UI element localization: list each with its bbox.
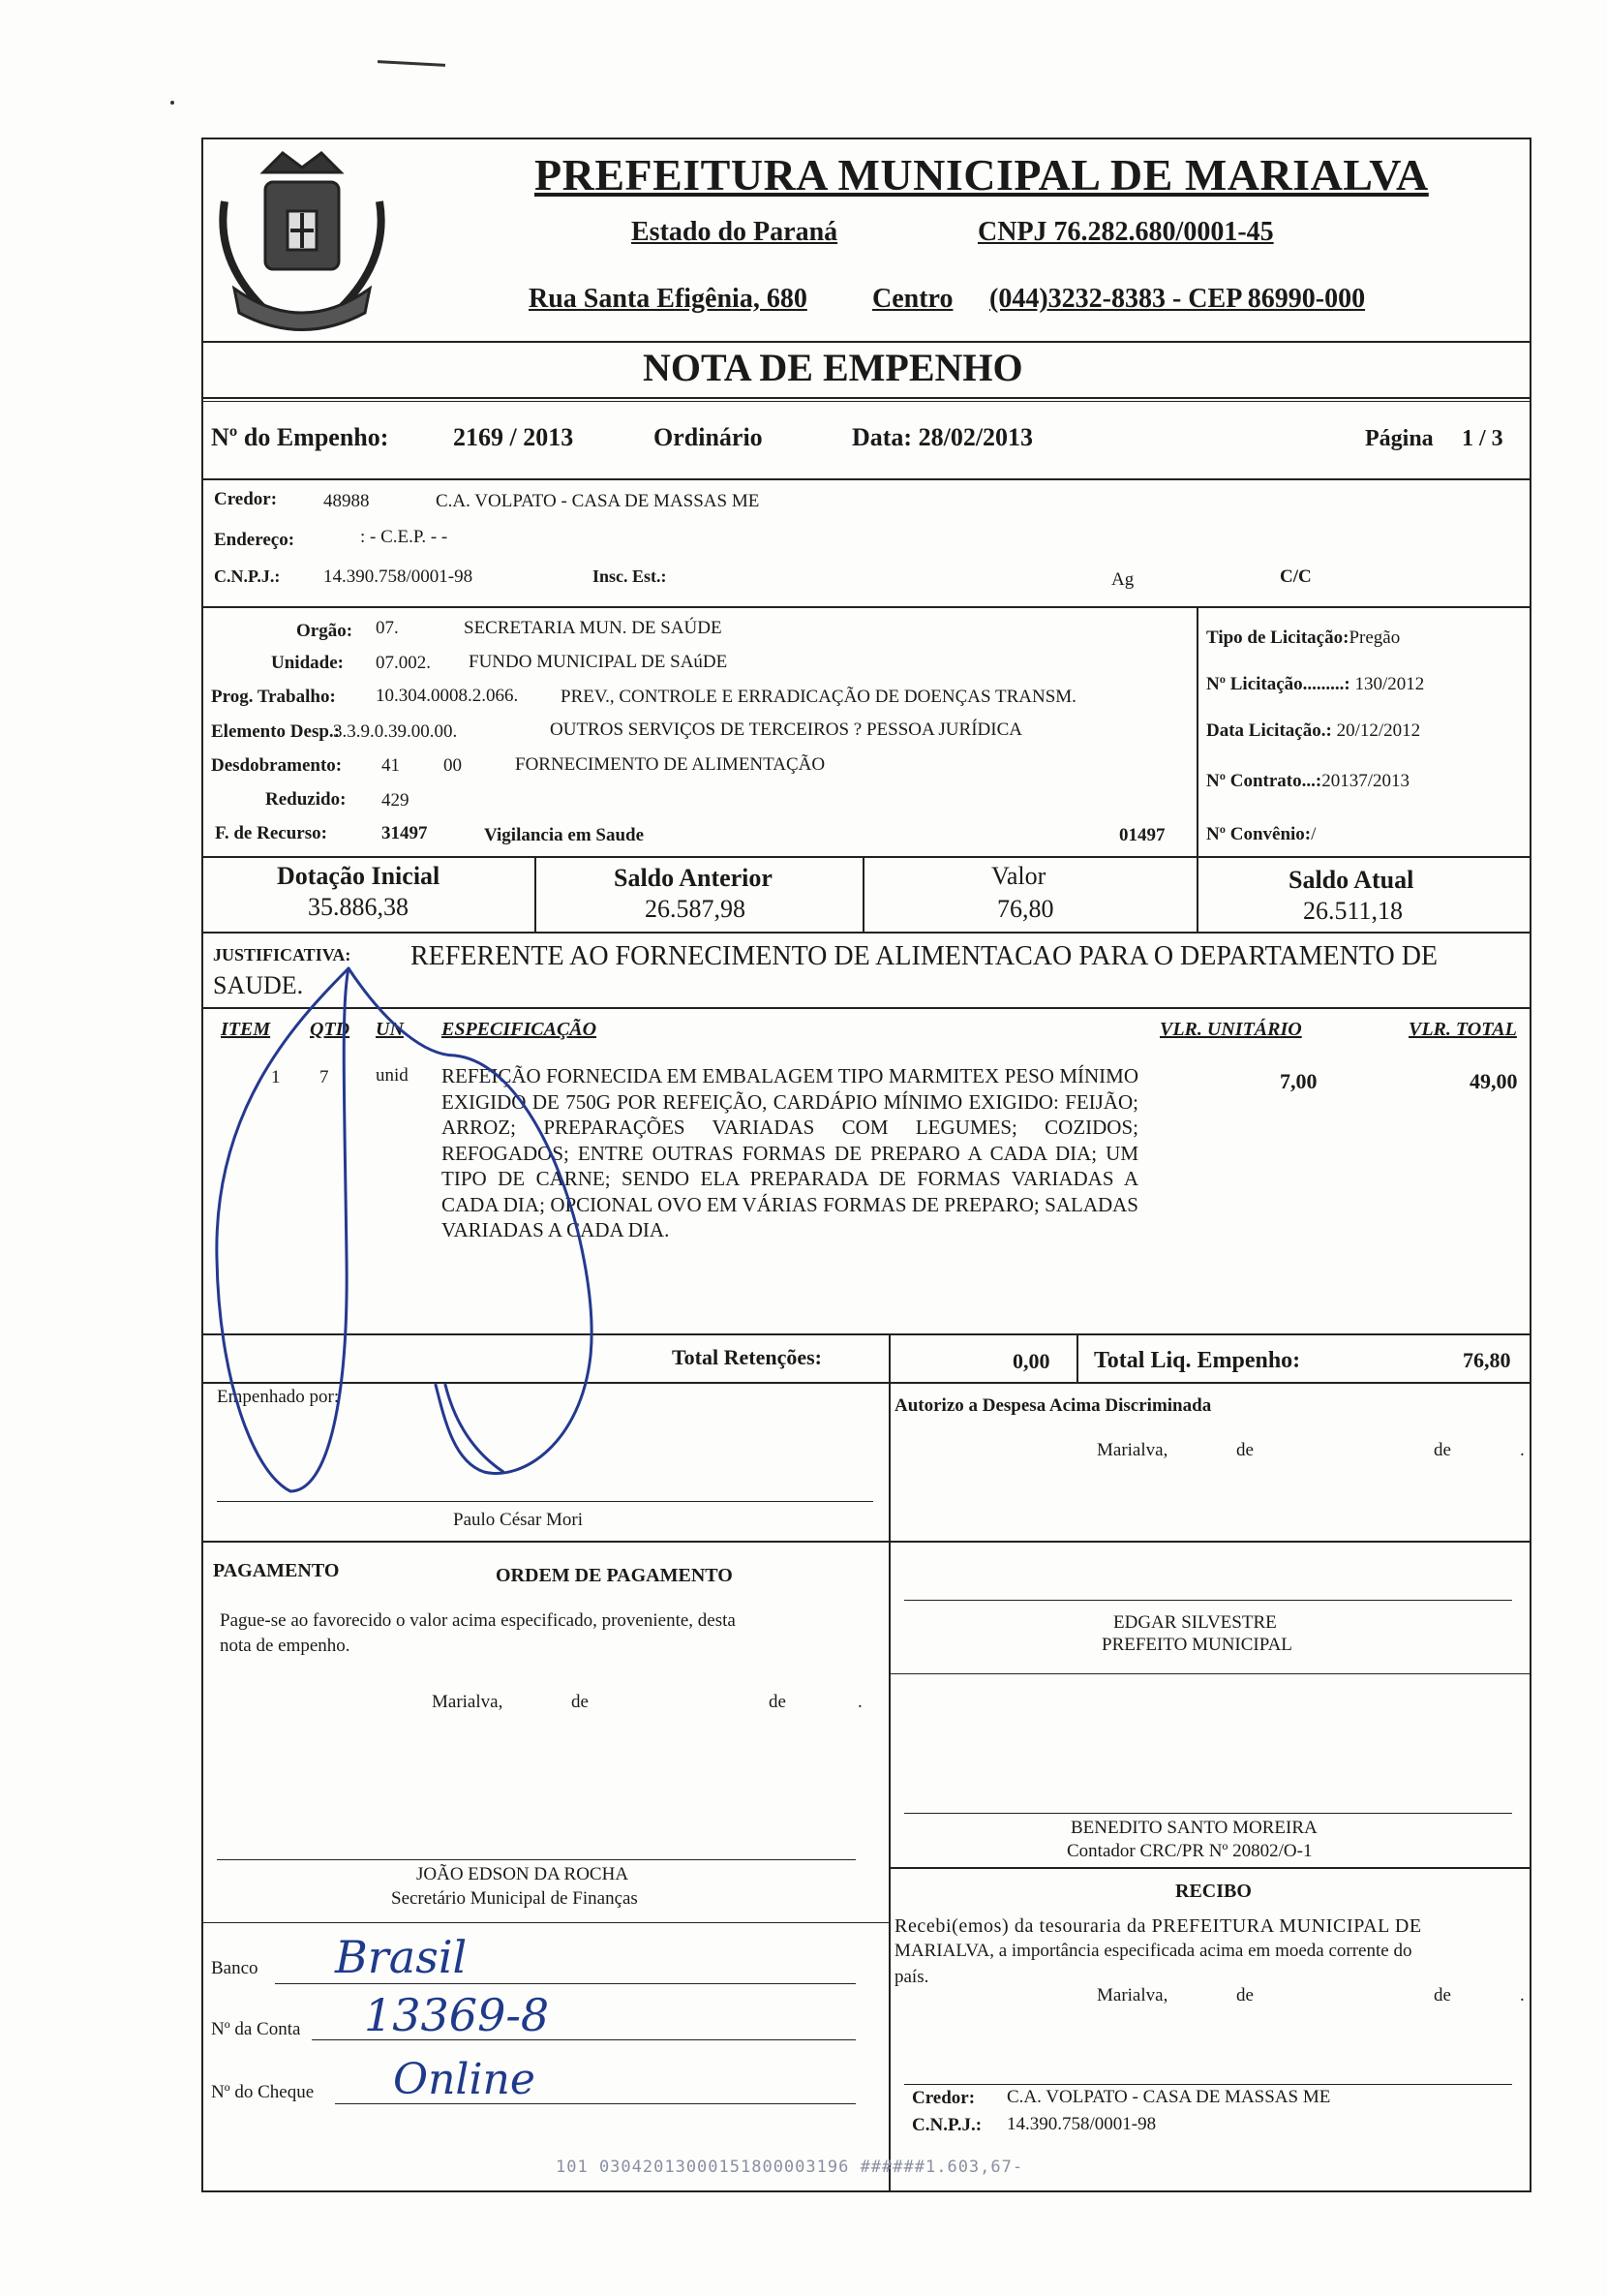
valor-label: Valor xyxy=(991,862,1046,890)
recibo-cnpj-label: C.N.P.J.: xyxy=(912,2115,983,2135)
conta-handwriting: 13369-8 xyxy=(364,1989,550,2041)
reduzido-label: Reduzido: xyxy=(265,789,347,810)
empenhado-label: Empenhado por: xyxy=(217,1387,340,1407)
street: Rua Santa Efigênia, 680 xyxy=(529,284,807,314)
licitacao-data: 20/12/2012 xyxy=(1336,720,1421,741)
pagamento-label: PAGAMENTO xyxy=(213,1560,340,1581)
recurso: Vigilancia em Saude xyxy=(484,825,645,845)
ordem-pagamento: ORDEM DE PAGAMENTO xyxy=(496,1565,733,1586)
autorizo-de-2: de xyxy=(1434,1440,1451,1460)
tipo-licitacao-label: Tipo de Licitação:Pregão xyxy=(1206,628,1401,648)
pagamento-de-1: de xyxy=(571,1692,589,1712)
elem-code: 3.3.9.0.39.00.00. xyxy=(333,721,458,742)
recibo-de-2: de xyxy=(1434,1985,1451,2005)
orgao: SECRETARIA MUN. DE SAÚDE xyxy=(464,618,722,638)
recurso-label: F. de Recurso: xyxy=(215,823,327,843)
item-qtd: 7 xyxy=(319,1067,329,1087)
justificativa-label: JUSTIFICATIVA: xyxy=(213,945,351,964)
secretario-nome: JOÃO EDSON DA ROCHA xyxy=(416,1864,629,1884)
item-unit-value: 7,00 xyxy=(1280,1069,1318,1093)
justificativa-text-2: SAUDE. xyxy=(213,971,304,999)
pagamento-texto-2: nota de empenho. xyxy=(220,1636,350,1656)
recurso-code: 31497 xyxy=(381,823,428,843)
orgao-label: Orgão: xyxy=(296,621,353,641)
endereco-label: Endereço: xyxy=(214,530,295,550)
desd-label: Desdobramento: xyxy=(211,755,343,776)
prefeito-nome: EDGAR SILVESTRE xyxy=(1113,1612,1277,1633)
item-num: 1 xyxy=(271,1067,281,1087)
col-total: VLR. TOTAL xyxy=(1409,1019,1517,1040)
recurso-right: 01497 xyxy=(1119,825,1166,845)
ag-label: Ag xyxy=(1111,569,1135,590)
page-title: PREFEITURA MUNICIPAL DE MARIALVA xyxy=(534,150,1429,199)
contador-cargo: Contador CRC/PR Nº 20802/O-1 xyxy=(1067,1841,1313,1861)
conta-label: Nº da Conta xyxy=(211,2019,301,2039)
liq-value: 76,80 xyxy=(1463,1348,1511,1372)
cc-label: C/C xyxy=(1280,566,1312,587)
empenho-date: Data: 28/02/2013 xyxy=(852,423,1034,451)
pagamento-ponto: . xyxy=(858,1692,863,1712)
licitacao-num-label: Nº Licitação.........: 130/2012 xyxy=(1206,674,1425,694)
retencoes-label: Total Retenções: xyxy=(672,1345,822,1369)
recibo-title: RECIBO xyxy=(1175,1881,1252,1902)
autorizo-de-1: de xyxy=(1236,1440,1254,1460)
pagamento-local: Marialva, xyxy=(432,1692,503,1712)
recibo-local: Marialva, xyxy=(1097,1985,1168,2005)
dotacao-label: Dotação Inicial xyxy=(277,862,440,890)
recibo-credor-label: Credor: xyxy=(912,2088,976,2108)
orgao-code: 07. xyxy=(376,618,399,638)
prog-label: Prog. Trabalho: xyxy=(211,687,336,707)
item-total-value: 49,00 xyxy=(1470,1069,1518,1093)
footer-code: 101 03042013000151800003196 ######1.603,67- xyxy=(556,2158,1024,2177)
banco-label: Banco xyxy=(211,1958,258,1978)
item-un: unid xyxy=(376,1065,409,1086)
tipo-licitacao: Pregão xyxy=(1349,628,1401,648)
doc-title: NOTA DE EMPENHO xyxy=(643,346,1023,389)
contrato-label: Nº Contrato...:20137/2013 xyxy=(1206,771,1410,791)
contrato: 20137/2013 xyxy=(1321,771,1410,791)
autorizo-local: Marialva, xyxy=(1097,1440,1168,1460)
elem: OUTROS SERVIÇOS DE TERCEIROS ? PESSOA JURÍDICA xyxy=(550,719,1022,740)
recibo-ponto: . xyxy=(1520,1985,1525,2005)
recibo-texto-2: MARIALVA, a importância especificada acima em moeda corrente do xyxy=(894,1941,1412,1961)
banco-handwriting: Brasil xyxy=(335,1931,468,1983)
pagamento-de-2: de xyxy=(769,1692,786,1712)
empenho-num-label: Nº do Empenho: xyxy=(211,423,389,451)
autorizo: Autorizo a Despesa Acima Discriminada xyxy=(894,1395,1212,1416)
unidade: FUNDO MUNICIPAL DE SAúDE xyxy=(469,652,728,672)
credor-name: C.A. VOLPATO - CASA DE MASSAS ME xyxy=(436,491,760,511)
cheque-handwriting: Online xyxy=(393,2055,535,2104)
col-item: ITEM xyxy=(221,1019,271,1040)
credor-cnpj-label: C.N.P.J.: xyxy=(214,566,281,586)
recibo-cnpj: 14.390.758/0001-98 xyxy=(1007,2114,1157,2134)
empenhado-nome: Paulo César Mori xyxy=(453,1510,584,1530)
saldo-atual-label: Saldo Atual xyxy=(1289,866,1414,894)
page-label: Página xyxy=(1365,426,1434,451)
endereco-value: : - C.E.P. - - xyxy=(360,527,448,547)
desd-b: 00 xyxy=(443,755,462,776)
liq-label: Total Liq. Empenho: xyxy=(1094,1348,1301,1373)
desd-a: 41 xyxy=(381,755,400,776)
col-qtd: QTD xyxy=(310,1019,350,1040)
empenho-type: Ordinário xyxy=(653,423,763,451)
justificativa-text-1: REFERENTE AO FORNECIMENTO DE ALIMENTACAO PARA O DEPARTAMENTO DE xyxy=(410,941,1439,971)
district: Centro xyxy=(872,284,954,314)
retencoes-value: 0,00 xyxy=(1013,1349,1050,1373)
col-un: UN xyxy=(376,1019,404,1040)
credor-label: Credor: xyxy=(214,489,278,509)
col-unit: VLR. UNITÁRIO xyxy=(1160,1019,1302,1040)
cheque-label: Nº do Cheque xyxy=(211,2082,315,2102)
licitacao-num: 130/2012 xyxy=(1354,674,1425,694)
phone-cep: (044)3232-8383 - CEP 86990-000 xyxy=(989,284,1366,314)
unidade-code: 07.002. xyxy=(376,653,431,673)
autorizo-ponto: . xyxy=(1520,1440,1525,1460)
recibo-texto-1: Recebi(emos) da tesouraria da PREFEITURA MUNICIPAL DE xyxy=(894,1915,1422,1937)
recibo-credor: C.A. VOLPATO - CASA DE MASSAS ME xyxy=(1007,2087,1331,2107)
reduzido: 429 xyxy=(381,790,409,811)
prog-code: 10.304.0008.2.066. xyxy=(376,686,519,706)
credor-code: 48988 xyxy=(323,491,370,511)
prog: PREV., CONTROLE E ERRADICAÇÃO DE DOENÇAS TRANSM. xyxy=(561,687,1076,707)
page-number: 1 / 3 xyxy=(1462,426,1503,451)
empenho-num: 2169 / 2013 xyxy=(453,423,574,451)
secretario-cargo: Secretário Municipal de Finanças xyxy=(391,1888,638,1909)
state: Estado do Paraná xyxy=(631,217,838,247)
item-spec: REFEIÇÃO FORNECIDA EM EMBALAGEM TIPO MARMITEX PESO MÍNIMO EXIGIDO DE 750G POR REFEIÇÃO, CARDÁPIO MÍNIMO EXIGIDO: FEIJÃO; ARROZ; PREPARAÇÕES VARIADAS COM LEGUMES; COZIDOS; REFOGADOS; ENTRE OUTRAS FORMAS DE PREPARO A CADA DIA; UM TIPO DE CARNE; SENDO ELA PREPARADA DE FORMAS VARIADAS A CADA DIA; OPCIONAL OVO EM VÁRIAS FORMAS DE PREPARO; SALADAS VARIADAS A CADA DIA. xyxy=(441,1064,1138,1241)
pagamento-texto-1: Pague-se ao favorecido o valor acima especificado, proveniente, desta xyxy=(220,1610,736,1631)
recibo-de-1: de xyxy=(1236,1985,1254,2005)
contador-nome: BENEDITO SANTO MOREIRA xyxy=(1071,1818,1318,1838)
recibo-texto-3: país. xyxy=(894,1967,929,1987)
licitacao-data-label: Data Licitação.: 20/12/2012 xyxy=(1206,720,1421,741)
saldo-anterior-value: 26.587,98 xyxy=(645,895,745,923)
insc-label: Insc. Est.: xyxy=(592,566,667,586)
convenio-label: Nº Convênio:/ xyxy=(1206,824,1317,844)
elem-label: Elemento Desp.: xyxy=(211,721,340,742)
saldo-atual-value: 26.511,18 xyxy=(1303,897,1404,925)
desd: FORNECIMENTO DE ALIMENTAÇÃO xyxy=(515,754,826,775)
saldo-anterior-label: Saldo Anterior xyxy=(614,864,773,892)
convenio: / xyxy=(1311,824,1317,844)
cnpj-header: CNPJ 76.282.680/0001-45 xyxy=(978,217,1274,247)
prefeito-cargo: PREFEITO MUNICIPAL xyxy=(1102,1635,1292,1655)
col-spec: ESPECIFICAÇÃO xyxy=(441,1019,597,1040)
credor-cnpj: 14.390.758/0001-98 xyxy=(323,566,473,587)
valor-value: 76,80 xyxy=(997,895,1054,923)
dotacao-value: 35.886,38 xyxy=(308,893,409,921)
unidade-label: Unidade: xyxy=(271,653,344,673)
